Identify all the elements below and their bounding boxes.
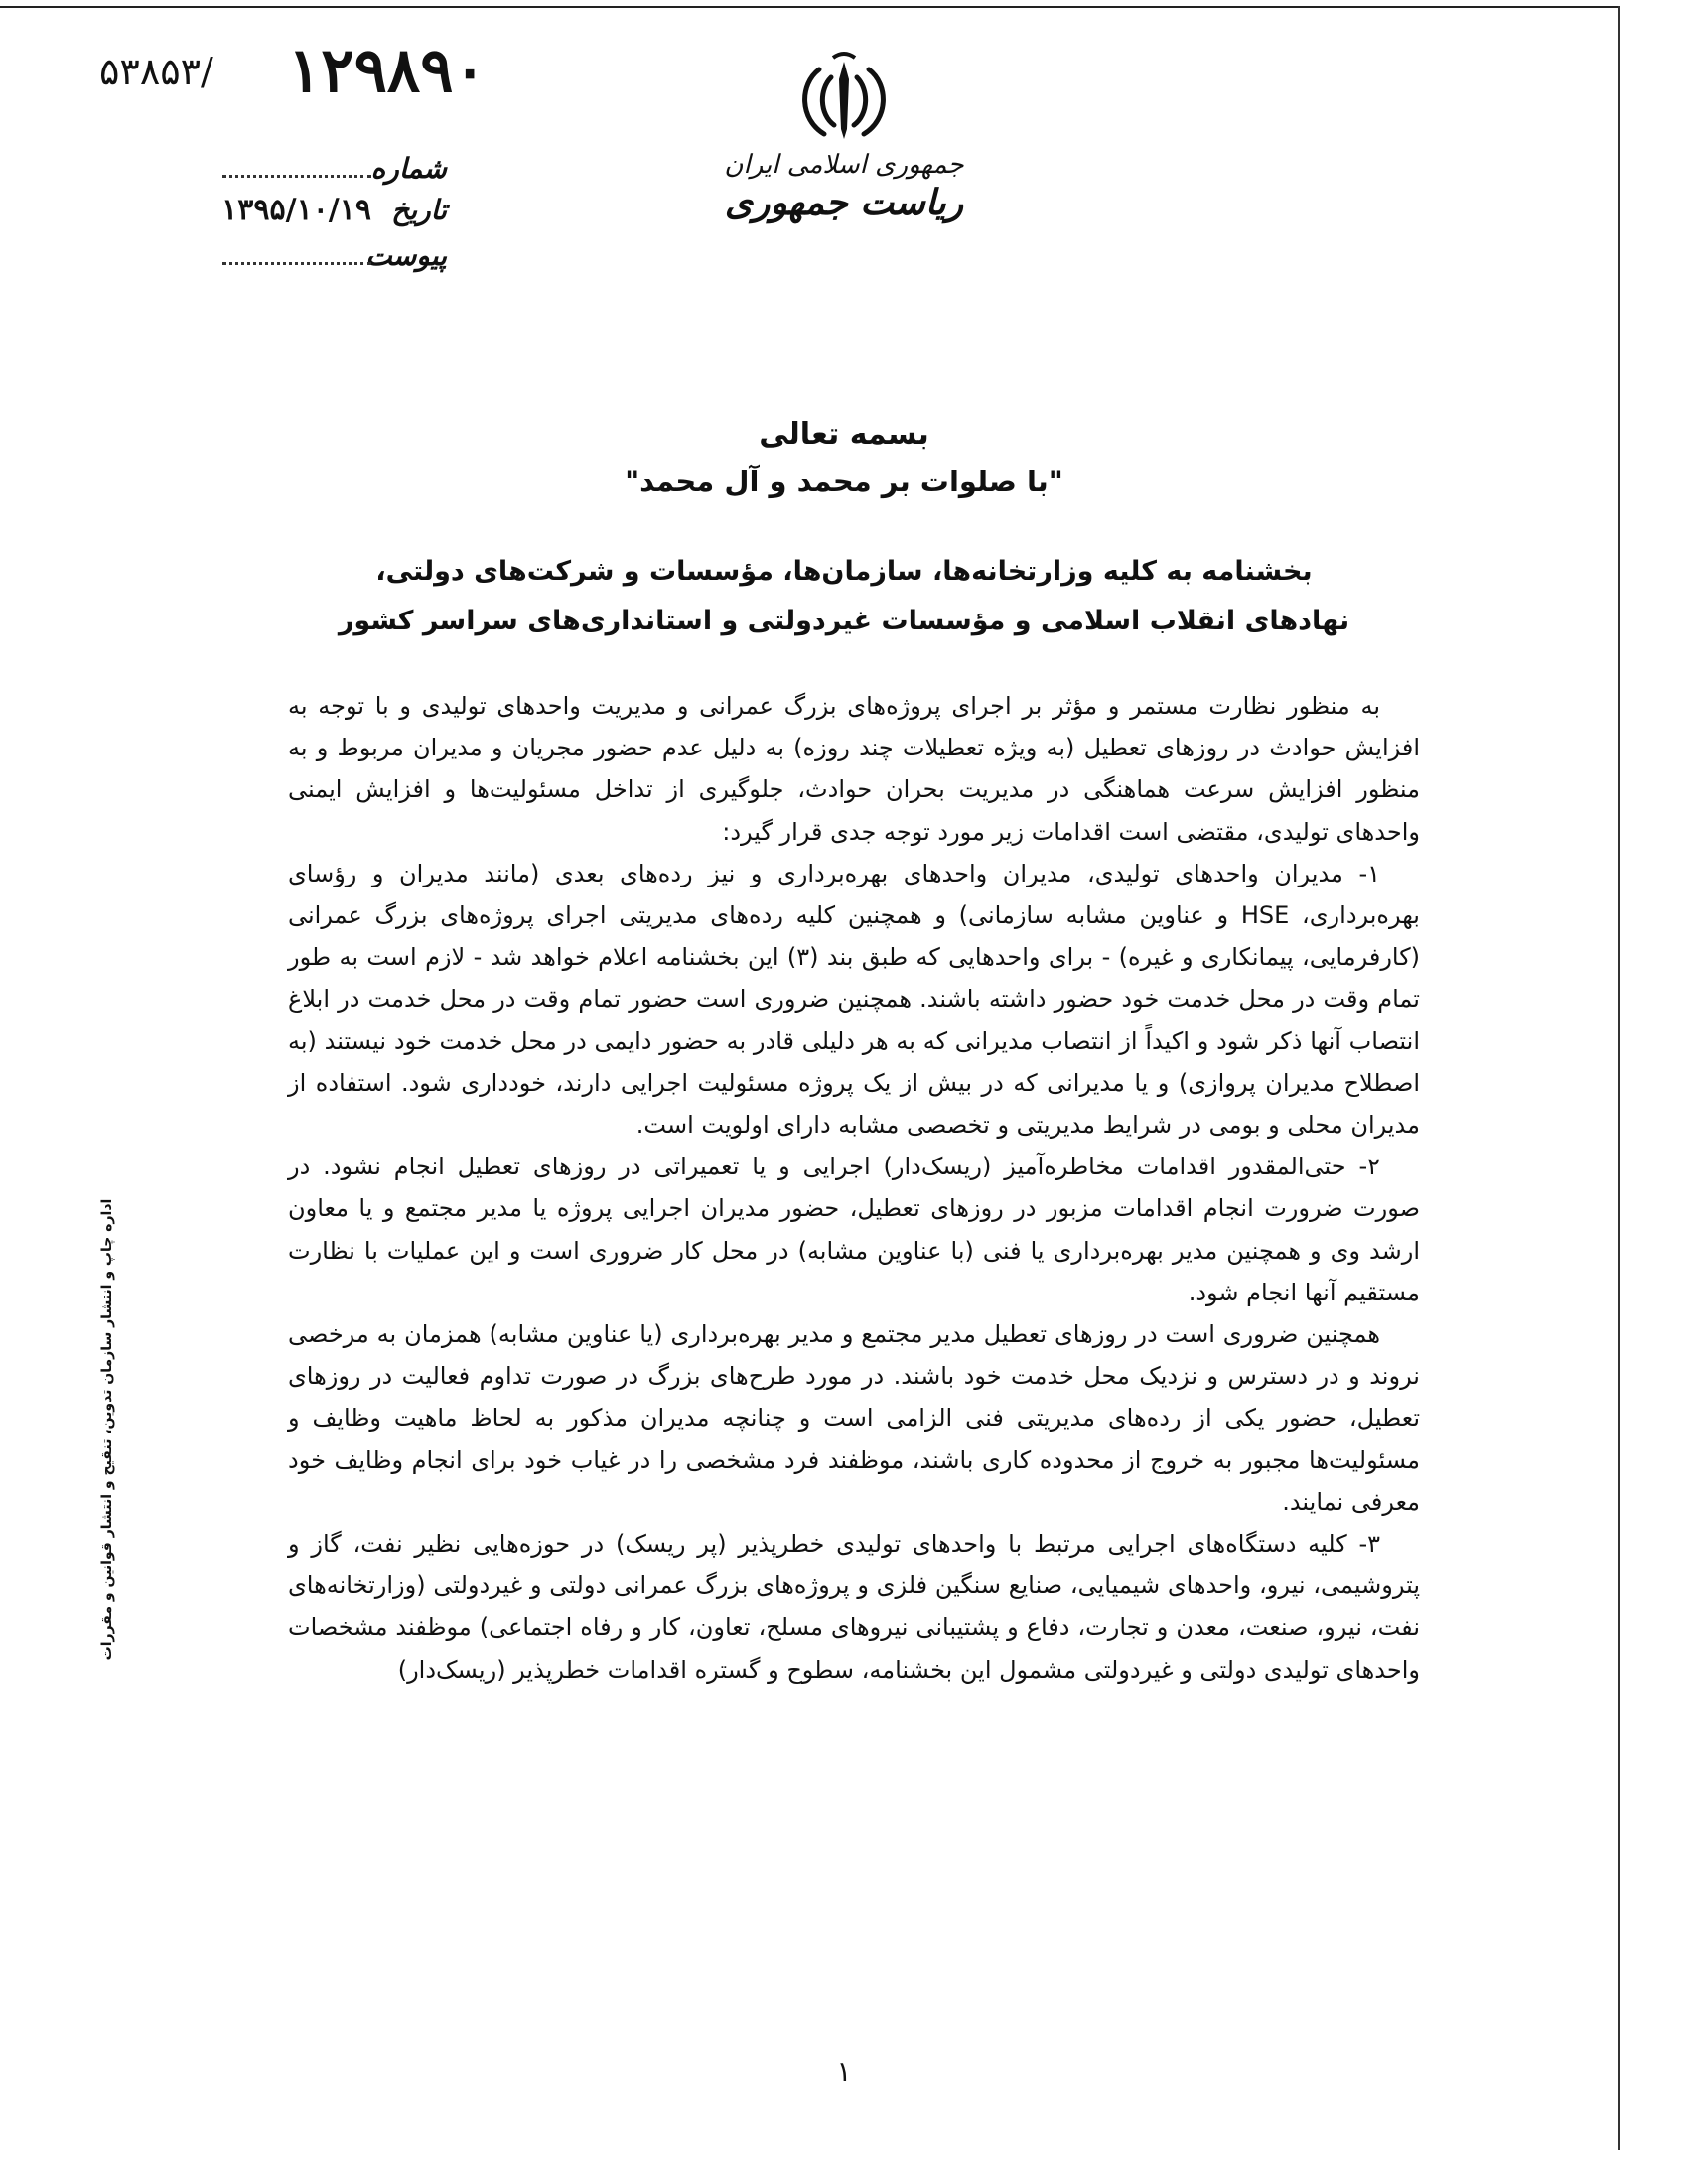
handwritten-registration-number: ۱۲۹۸۹۰ (288, 34, 487, 106)
letterhead (695, 50, 993, 223)
bismillah-heading: بسمه تعالی (759, 417, 929, 452)
attachment-dotted-line (222, 236, 371, 265)
date-label: تاریخ (391, 194, 447, 226)
attachment-field (129, 236, 447, 280)
letterhead-country: جمهوری اسلامی ایران (724, 150, 964, 180)
number-dotted-line (222, 149, 371, 178)
right-border-line (1618, 6, 1620, 2150)
top-border-line (0, 6, 1620, 8)
registration-fields (129, 149, 447, 280)
letterhead-office: ریاست جمهوری (724, 182, 964, 223)
date-field (129, 193, 447, 236)
number-label: شماره (370, 152, 447, 185)
letter-body (288, 685, 1420, 1691)
attachment-label: پیوست (365, 239, 447, 272)
page-number: ۱ (836, 2055, 852, 2088)
circular-title-line-2: نهادهای انقلاب اسلامی و مؤسسات غیردولتی و استانداری‌های سراسر کشور (338, 606, 1350, 636)
circular-title-line-1: بخشنامه به کلیه وزارتخانه‌ها، سازمان‌ها، مؤسسات و شرکت‌های دولتی، (375, 556, 1313, 587)
iran-emblem-icon (789, 50, 899, 144)
clause-2-paragraph: ۲- حتی‌المقدور اقدامات مخاطره‌آمیز (ریسک‌دار) اجرایی و یا تعمیراتی در روزهای تعطیل انجام نشود. در صورت ضرورت انجام اقدامات مزبور در روزهای تعطیل، حضور مدیران اجرایی پروژه یا مدیر مجتمع و یا معاون ارشد وی و همچنین مدیر بهره‌برداری یا فنی (با عناوین مشابه) در محل کار ضروری است و این عملیات با نظارت مستقیم آنها انجام شود. (288, 1153, 1420, 1306)
clause-3-paragraph: ۳- کلیه دستگاه‌های اجرایی مرتبط با واحدهای تولیدی خطرپذیر (پر ریسک) در حوزه‌هایی نظیر نفت، گاز و پتروشیمی، نیرو، واحدهای شیمیایی، صنایع سنگین فلزی و پروژه‌های بزرگ عمرانی دولتی و غیردولتی (وزارتخانه‌های نفت، نیرو، صنعت، معدن و تجارت، دفاع و پشتیبانی نیروهای مسلح، تعاون، کار و رفاه اجتماعی) موظفند مشخصات واحدهای تولیدی دولتی و غیردولتی مشمول این بخشنامه، سطوح و گستره اقدامات خطرپذیر (ریسک‌دار) (288, 1530, 1420, 1684)
clause-2-continued-paragraph: همچنین ضروری است در روزهای تعطیل مدیر مجتمع و مدیر بهره‌برداری (یا عناوین مشابه) همزمان به مرخصی نروند و در دسترس و نزدیک محل خدمت خود باشند. در مورد طرح‌های بزرگ در صورت تداوم فعالیت در روزهای تعطیل، حضور یکی از رده‌های مدیریتی فنی الزامی است و چنانچه مدیران مذکور به لحاظ ماهیت وظایف و مسئولیت‌ها مجبور به خروج از محدوده کاری باشند، موظفند فرد مشخصی را در غیاب خود برای انجام وظایف خود معرفی نمایند. (288, 1320, 1420, 1516)
preamble-paragraph: به منظور نظارت مستمر و مؤثر بر اجرای پروژه‌های بزرگ عمرانی و مدیریت واحدهای تولیدی و با توجه به افزایش حوادث در روزهای تعطیل (به ویژه تعطیلات چند روزه) به دلیل عدم حضور مجریان و مدیران مربوط و به منظور افزایش سرعت هماهنگی در مدیریت بحران حوادث، جلوگیری از تداخل مسئولیت‌ها و افزایش ایمنی واحدهای تولیدی، مقتضی است اقدامات زیر مورد توجه جدی قرار گیرد: (288, 692, 1420, 846)
old-registration-number: ۵۳۸۵۳/ (99, 50, 213, 93)
salawat-heading: "با صلوات بر محمد و آل محمد" (625, 465, 1063, 498)
date-value: ۱۳۹۵/۱۰/۱۹ (221, 193, 371, 227)
clause-1-paragraph: ۱- مدیران واحدهای تولیدی، مدیران واحدهای بهره‌برداری و نیز رده‌های بعدی (مانند مدیران و رؤسای بهره‌برداری، HSE و عناوین مشابه سازمانی) و همچنین کلیه رده‌های مدیریتی اجرای پروژه‌های بزرگ عمرانی (کارفرمایی، پیمانکاری و غیره) - برای واحدهایی که طبق بند (۳) این بخشنامه اعلام خواهد شد - لازم است به طور تمام وقت در محل خدمت خود حضور داشته باشند. همچنین ضروری است حضور تمام وقت در محل خدمت در ابلاغ انتصاب آنها ذکر شود و اکیداً از انتصاب مدیرانی که به هر دلیلی قادر به حضور دایمی در محل خدمت خود نیستند (به اصطلاح مدیران پروازی) و یا مدیرانی که در بیش از یک پروژه مسئولیت اجرایی دارند، خودداری شود. استفاده از مدیران محلی و بومی در شرایط مدیریتی و تخصصی مشابه دارای اولویت است. (288, 859, 1421, 1140)
number-field (129, 149, 447, 193)
registration-block (99, 34, 487, 272)
side-stamp: اداره چاپ و انتشار سازمان تدوین، تنقیح و انتشار قوانین و مقررات (99, 1198, 115, 1661)
